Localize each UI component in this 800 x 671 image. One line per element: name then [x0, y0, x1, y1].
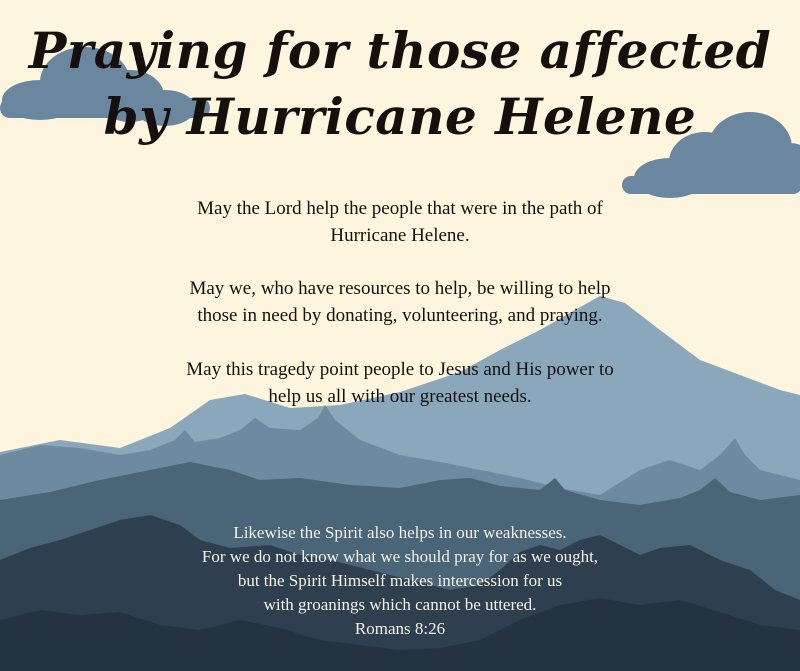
- verse-line: but the Spirit Himself makes intercession for us: [237, 571, 563, 590]
- prayer-paragraph-3: [100, 356, 700, 410]
- verse-line: Likewise the Spirit also helps in our weaknesses.: [233, 523, 567, 542]
- prayer-line: help us all with our greatest needs.: [268, 386, 532, 407]
- prayer-paragraph-2: [100, 275, 700, 329]
- headline-line-2: by Hurricane Helene: [103, 87, 697, 146]
- headline: [0, 18, 800, 150]
- headline-line-1: Praying for those affected: [28, 21, 772, 80]
- prayer-line: those in need by donating, volunteering, and praying.: [197, 305, 603, 326]
- prayer-line: May we, who have resources to help, be willing to help: [189, 278, 611, 299]
- prayer-line: May this tragedy point people to Jesus and His power to: [186, 359, 614, 380]
- prayer-line: May the Lord help the people that were in the path of: [197, 198, 603, 219]
- verse-line: with groanings which cannot be uttered.: [263, 595, 537, 614]
- verse-line: For we do not know what we should pray for as we ought,: [201, 547, 599, 566]
- prayer-line: Hurricane Helene.: [330, 225, 470, 246]
- prayer-paragraph-1: [100, 195, 700, 249]
- verse-reference: Romans 8:26: [354, 619, 446, 638]
- scripture-verse: [120, 521, 680, 641]
